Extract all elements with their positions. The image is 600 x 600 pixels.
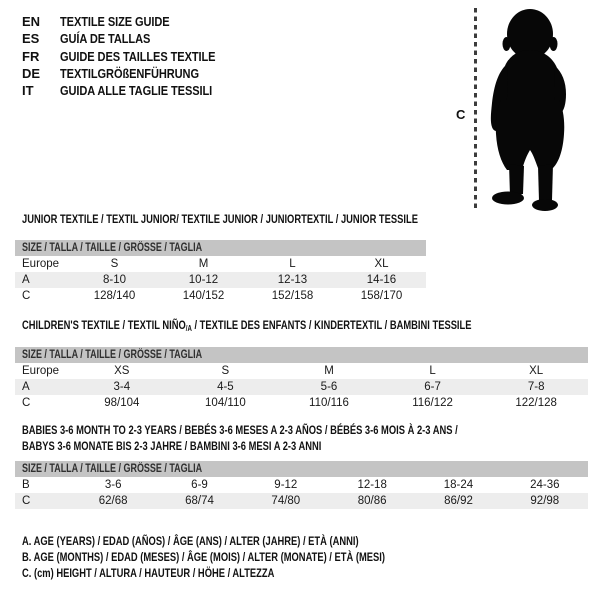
table-row-europe <box>15 363 588 379</box>
table-row-age <box>15 272 426 288</box>
row-label: B <box>22 479 30 491</box>
babies-table-title-line2: BABYS 3-6 MONATE BIS 2-3 JAHRE / BAMBINI 3-6 MESI A 2-3 ANNI <box>22 439 322 453</box>
table-row-height <box>15 395 588 411</box>
height-cell: 122/128 <box>515 397 557 409</box>
row-label: A <box>22 274 30 286</box>
height-cell: 80/86 <box>357 495 387 507</box>
height-cell: 68/74 <box>185 495 214 507</box>
table-row-age <box>15 379 588 395</box>
age-cell: 18-24 <box>443 479 474 491</box>
language-title-list <box>22 13 243 99</box>
age-cell: 6-9 <box>191 479 208 491</box>
junior-table-title-text: JUNIOR TEXTILE / TEXTIL JUNIOR/ TEXTILE JUNIOR / JUNIORTEXTIL / JUNIOR TESSILE <box>22 212 418 226</box>
language-code: ES <box>22 31 40 47</box>
height-cell: 92/98 <box>530 495 560 507</box>
legend-footnotes <box>22 533 487 581</box>
size-cell: L <box>429 365 436 377</box>
height-cell: 74/80 <box>271 495 301 507</box>
toddler-silhouette-icon <box>483 8 580 214</box>
age-cell: 9-12 <box>274 479 298 491</box>
height-cell: 86/92 <box>444 495 473 507</box>
row-label: Europe <box>22 258 60 270</box>
age-cell: 8-10 <box>102 274 127 286</box>
footnote-age-years: A. AGE (YEARS) / EDAD (AÑOS) / ÂGE (ANS) / ALTER (JAHRE) / ETÀ (ANNI) <box>22 534 359 548</box>
junior-size-table <box>15 240 426 304</box>
size-header-row <box>15 347 588 363</box>
table-row-height <box>15 288 426 304</box>
children-size-table <box>15 347 588 411</box>
language-row-it <box>22 82 243 99</box>
age-cell: 12-18 <box>357 479 387 491</box>
row-label: C <box>22 397 31 409</box>
size-cell: S <box>110 258 119 270</box>
age-cell: 4-5 <box>217 381 234 393</box>
language-row-en <box>22 13 243 30</box>
language-title: GUIDA ALLE TAGLIE TESSILI <box>60 83 213 99</box>
size-cell: L <box>289 258 296 270</box>
height-cell: 62/68 <box>98 495 128 507</box>
language-row-fr <box>22 48 243 65</box>
language-row-de <box>22 65 243 82</box>
size-cell: M <box>198 258 209 270</box>
language-code: DE <box>22 66 41 82</box>
language-row-es <box>22 30 243 47</box>
babies-table-title-line1: BABIES 3-6 MONTH TO 2-3 YEARS / BEBÉS 3-6 MESES A 2-3 AÑOS / BÉBÉS 3-6 MOIS À 2-3 ANS / <box>22 423 458 437</box>
height-cell: 128/140 <box>93 290 136 302</box>
age-cell: 5-6 <box>320 381 338 393</box>
language-code: FR <box>22 48 40 64</box>
language-title: TEXTILE SIZE GUIDE <box>60 14 170 30</box>
size-header-label: SIZE / TALLA / TAILLE / GRÖSSE / TAGLIA <box>22 463 203 475</box>
height-cell: 98/104 <box>104 397 140 409</box>
row-label: Europe <box>22 365 60 377</box>
age-cell: 24-36 <box>530 479 560 491</box>
age-cell: 3-6 <box>104 479 122 491</box>
age-cell: 14-16 <box>366 274 397 286</box>
table-row-age-months <box>15 477 588 493</box>
age-cell: 7-8 <box>527 381 545 393</box>
height-dashed-line <box>474 8 477 211</box>
height-cell: 152/158 <box>271 290 314 302</box>
language-title: GUIDE DES TAILLES TEXTILE <box>60 48 216 64</box>
junior-table-title <box>22 211 530 227</box>
footnote-height: C. (cm) HEIGHT / ALTURA / HAUTEUR / HÖHE / ALTEZZA <box>22 566 275 580</box>
footnote-age-months: B. AGE (MONTHS) / EDAD (MESES) / ÂGE (MOIS) / ALTER (MONATE) / ETÀ (MESI) <box>22 550 385 564</box>
language-code: EN <box>22 14 41 30</box>
height-cell: 158/170 <box>360 290 403 302</box>
table-row-europe <box>15 256 426 272</box>
language-title: GUÍA DE TALLAS <box>60 31 151 47</box>
size-cell: XS <box>114 365 130 377</box>
row-label: A <box>22 381 30 393</box>
age-cell: 6-7 <box>424 381 441 393</box>
size-header-row <box>15 461 588 477</box>
height-cell: 140/152 <box>182 290 225 302</box>
age-cell: 10-12 <box>188 274 219 286</box>
babies-table-title <box>22 422 581 454</box>
height-measure-label: C <box>456 107 466 122</box>
children-table-title-text: CHILDREN'S TEXTILE / TEXTIL $NIÑO_{/A}$ / TEXTILE DES ENFANTS / KINDERTEXTIL / BAMBINI TESSILE <box>22 318 472 334</box>
table-row-height <box>15 493 588 509</box>
height-cell: 116/122 <box>412 397 453 409</box>
row-label: C <box>22 495 31 507</box>
row-label: C <box>22 290 31 302</box>
children-table-title <box>22 317 598 337</box>
language-code: IT <box>22 83 34 99</box>
height-cell: 110/116 <box>309 397 349 409</box>
size-header-row <box>15 240 426 256</box>
size-cell: XL <box>374 258 389 270</box>
language-title: TEXTILGRÖßENFÜHRUNG <box>60 66 199 82</box>
size-cell: S <box>221 365 230 377</box>
age-cell: 3-4 <box>113 381 131 393</box>
height-cell: 104/110 <box>205 397 246 409</box>
size-header-label: SIZE / TALLA / TAILLE / GRÖSSE / TAGLIA <box>22 242 203 254</box>
age-cell: 12-13 <box>277 274 308 286</box>
size-cell: XL <box>529 365 544 377</box>
size-cell: M <box>324 365 334 377</box>
babies-size-table <box>15 461 588 509</box>
size-header-label: SIZE / TALLA / TAILLE / GRÖSSE / TAGLIA <box>22 349 203 361</box>
